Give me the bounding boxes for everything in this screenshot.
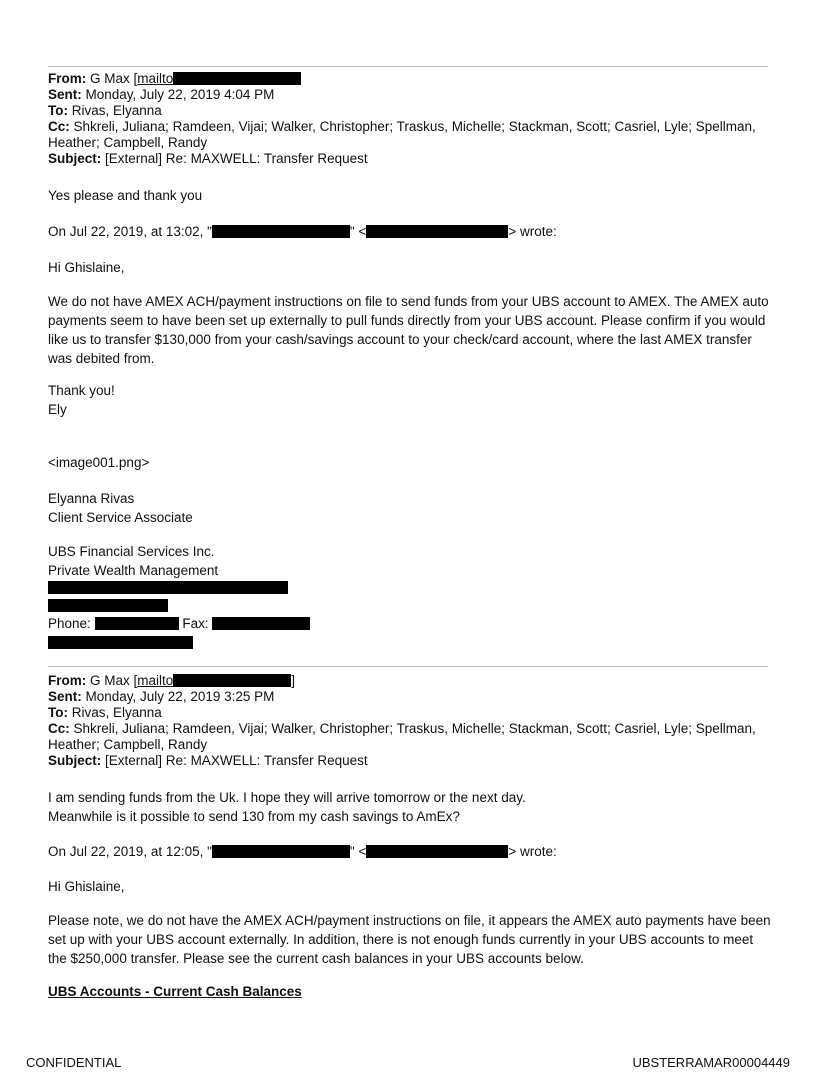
to-line: To: Rivas, Elyanna: [48, 103, 162, 118]
closing: Thank you! Ely: [48, 383, 115, 417]
redaction: [366, 225, 508, 238]
redaction: [48, 599, 168, 612]
sent-line: Sent: Monday, July 22, 2019 4:04 PM: [48, 87, 275, 102]
to-line: To: Rivas, Elyanna: [48, 705, 162, 720]
image-reference: <image001.png>: [48, 455, 150, 470]
redaction: [95, 617, 179, 630]
email-header-1: [48, 71, 773, 167]
from-line: From: G Max [mailto ]: [48, 673, 296, 688]
subject-line: Subject: [External] Re: MAXWELL: Transfer Request: [48, 151, 368, 166]
redaction: [48, 636, 193, 649]
phone-fax-line: Phone: Fax:: [48, 614, 773, 633]
email-body: Yes please and thank you: [48, 188, 203, 203]
signature-company: UBS Financial Services Inc. Private Wealth Management: [48, 544, 219, 578]
cc-line-2: Heather; Campbell, Randy: [48, 737, 208, 752]
subject-line: Subject: [External] Re: MAXWELL: Transfer Request: [48, 753, 368, 768]
message-paragraph: We do not have AMEX ACH/payment instructions on file to send funds from your UBS account to AMEX. The AMEX auto payments seem to have been set up externally to pull funds directly from your UBS account. Please confirm if you would like us to transfer $130,000 from your cash/savings account to your check/card account, where the last AMEX transfer was debited from.: [48, 294, 769, 366]
redaction: [366, 845, 508, 858]
message-paragraph: Please note, we do not have the AMEX ACH/payment instructions on file, it appears the AMEX auto payments have been set up with your UBS account externally. In addition, there is not enough funds currently in your UBS accounts to meet the $250,000 transfer. Please see the current cash balances in your UBS accounts below.: [48, 913, 771, 966]
redaction: [173, 674, 291, 687]
mailto-link[interactable]: mailto: [137, 71, 174, 86]
email-body: I am sending funds from the Uk. I hope they will arrive tomorrow or the next day. Meanwhile is it possible to send 130 from my cash savings to AmEx?: [48, 790, 526, 824]
quote-line: On Jul 22, 2019, at 12:05, " " < > wrote:: [48, 844, 557, 859]
bates-number: UBSTERRAMAR00004449: [632, 1055, 790, 1070]
greeting: Hi Ghislaine,: [48, 260, 125, 275]
from-line: From: G Max [mailto: [48, 71, 773, 87]
redaction: [212, 225, 350, 238]
signature-name: Elyanna Rivas Client Service Associate: [48, 491, 193, 525]
greeting: Hi Ghislaine,: [48, 879, 125, 894]
email-header-2: [48, 673, 773, 769]
cc-line: Cc: Shkreli, Juliana; Ramdeen, Vijai; Walker, Christopher; Traskus, Michelle; Stackman, Scott; Casriel, Lyle; Spellman,: [48, 119, 756, 134]
cc-line: Cc: Shkreli, Juliana; Ramdeen, Vijai; Walker, Christopher; Traskus, Michelle; Stackman, Scott; Casriel, Lyle; Spellman,: [48, 721, 756, 736]
separator-line: [48, 66, 768, 67]
cc-line-2: Heather; Campbell, Randy: [48, 135, 208, 150]
mailto-link[interactable]: mailto: [137, 673, 174, 688]
redaction: [212, 845, 350, 858]
redaction: [48, 581, 288, 594]
section-heading: UBS Accounts - Current Cash Balances: [48, 984, 302, 999]
redaction: [212, 617, 310, 630]
quote-line: On Jul 22, 2019, at 13:02, " " < > wrote:: [48, 224, 557, 239]
confidential-label: CONFIDENTIAL: [26, 1055, 122, 1070]
redaction: [173, 72, 301, 85]
sent-line: Sent: Monday, July 22, 2019 3:25 PM: [48, 689, 275, 704]
separator-line: [48, 666, 768, 667]
